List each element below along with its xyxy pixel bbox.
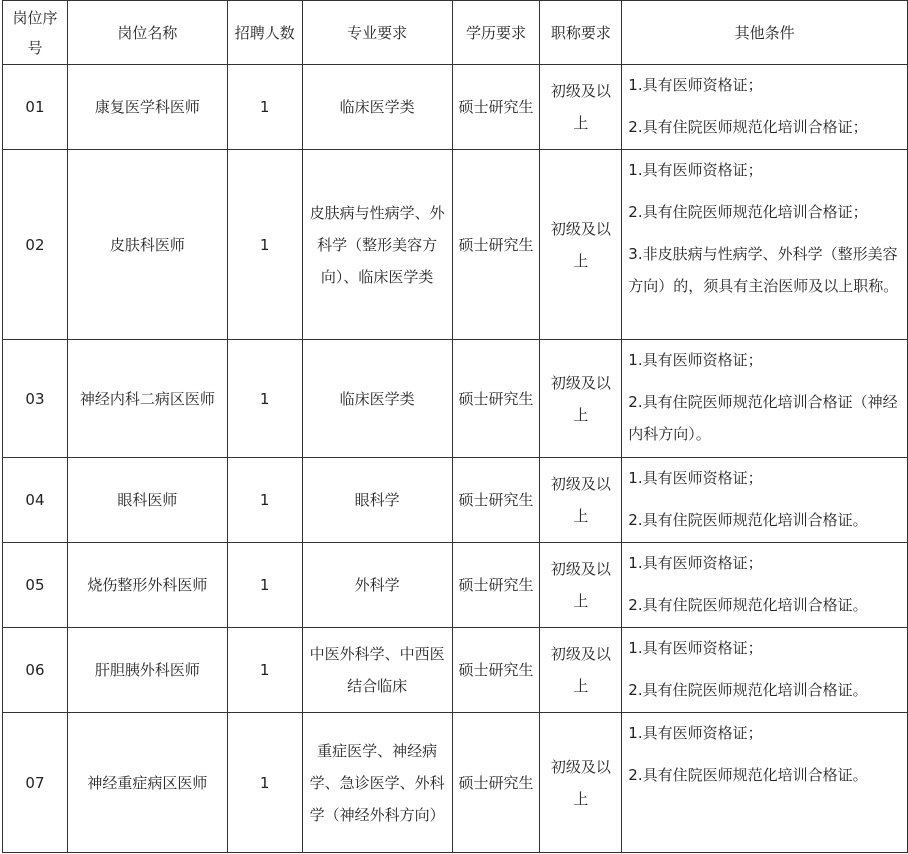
table-row: [3, 65, 908, 150]
other-conditions-cell: [622, 340, 908, 458]
condition-item: 3.非皮肤病与性病学、外科学（整形美容方向）的，须具有主治医师及以上职称。: [628, 245, 899, 295]
condition-item: 1.具有医师资格证；: [628, 554, 763, 572]
other-conditions-cell: [622, 543, 908, 628]
condition-item: 1.具有医师资格证；: [628, 76, 763, 94]
education-cell: 硕士研究生: [452, 458, 540, 543]
condition-item: 2.具有住院医师规范化培训合格证；: [628, 118, 868, 136]
position-name-cell: 康复医学科医师: [67, 65, 227, 150]
other-conditions-cell: [622, 713, 908, 853]
condition-item: 2.具有住院医师规范化培训合格证（神经内科方向）。: [628, 393, 898, 443]
other-conditions-cell: [622, 458, 908, 543]
major-cell: 中医外科学、中西医结合临床: [302, 628, 452, 713]
major-cell: 临床医学类: [302, 340, 452, 458]
position-no-cell: 04: [3, 458, 68, 543]
position-name-cell: 神经内科二病区医师: [67, 340, 227, 458]
header-position-no: 岗位序号: [3, 1, 68, 65]
header-other-conditions: 其他条件: [622, 1, 908, 65]
education-cell: 硕士研究生: [452, 628, 540, 713]
condition-item: 2.具有住院医师规范化培训合格证。: [628, 511, 868, 529]
condition-item: 1.具有医师资格证；: [628, 469, 763, 487]
position-no-cell: 02: [3, 150, 68, 340]
title-cell: 初级及以上: [540, 713, 622, 853]
position-name-cell: 皮肤科医师: [67, 150, 227, 340]
table-row: [3, 340, 908, 458]
table-row: [3, 543, 908, 628]
condition-item: 1.具有医师资格证；: [628, 724, 763, 742]
position-no-cell: 03: [3, 340, 68, 458]
other-conditions-cell: [622, 150, 908, 340]
condition-item: 2.具有住院医师规范化培训合格证；: [628, 203, 868, 221]
title-cell: 初级及以上: [540, 340, 622, 458]
education-cell: 硕士研究生: [452, 150, 540, 340]
title-cell: 初级及以上: [540, 628, 622, 713]
major-cell: 外科学: [302, 543, 452, 628]
count-cell: 1: [227, 340, 302, 458]
count-cell: 1: [227, 543, 302, 628]
education-cell: 硕士研究生: [452, 65, 540, 150]
count-cell: 1: [227, 65, 302, 150]
title-cell: 初级及以上: [540, 543, 622, 628]
position-name-cell: 肝胆胰外科医师: [67, 628, 227, 713]
table-row: [3, 150, 908, 340]
condition-item: 2.具有住院医师规范化培训合格证。: [628, 681, 868, 699]
position-no-cell: 07: [3, 713, 68, 853]
table-row: [3, 458, 908, 543]
header-major: 专业要求: [302, 1, 452, 65]
title-cell: 初级及以上: [540, 65, 622, 150]
position-name-cell: 眼科医师: [67, 458, 227, 543]
major-cell: 眼科学: [302, 458, 452, 543]
table-row: [3, 628, 908, 713]
header-row: [3, 1, 908, 65]
header-position-name: 岗位名称: [67, 1, 227, 65]
education-cell: 硕士研究生: [452, 340, 540, 458]
other-conditions-cell: [622, 628, 908, 713]
position-no-cell: 05: [3, 543, 68, 628]
major-cell: 皮肤病与性病学、外科学（整形美容方向）、临床医学类: [302, 150, 452, 340]
major-cell: 重症医学、神经病学、急诊医学、外科学（神经外科方向）: [302, 713, 452, 853]
count-cell: 1: [227, 713, 302, 853]
position-name-cell: 神经重症病区医师: [67, 713, 227, 853]
condition-item: 1.具有医师资格证；: [628, 639, 763, 657]
header-title: 职称要求: [540, 1, 622, 65]
title-cell: 初级及以上: [540, 150, 622, 340]
header-education: 学历要求: [452, 1, 540, 65]
education-cell: 硕士研究生: [452, 713, 540, 853]
condition-item: 2.具有住院医师规范化培训合格证。: [628, 766, 868, 784]
position-name-cell: 烧伤整形外科医师: [67, 543, 227, 628]
position-no-cell: 01: [3, 65, 68, 150]
header-count: 招聘人数: [227, 1, 302, 65]
table-row: [3, 713, 908, 853]
position-no-cell: 06: [3, 628, 68, 713]
count-cell: 1: [227, 628, 302, 713]
major-cell: 临床医学类: [302, 65, 452, 150]
condition-item: 2.具有住院医师规范化培训合格证。: [628, 596, 868, 614]
condition-item: 1.具有医师资格证；: [628, 351, 763, 369]
count-cell: 1: [227, 458, 302, 543]
condition-item: 1.具有医师资格证；: [628, 161, 763, 179]
education-cell: 硕士研究生: [452, 543, 540, 628]
count-cell: 1: [227, 150, 302, 340]
title-cell: 初级及以上: [540, 458, 622, 543]
other-conditions-cell: [622, 65, 908, 150]
recruitment-table: [2, 0, 908, 853]
